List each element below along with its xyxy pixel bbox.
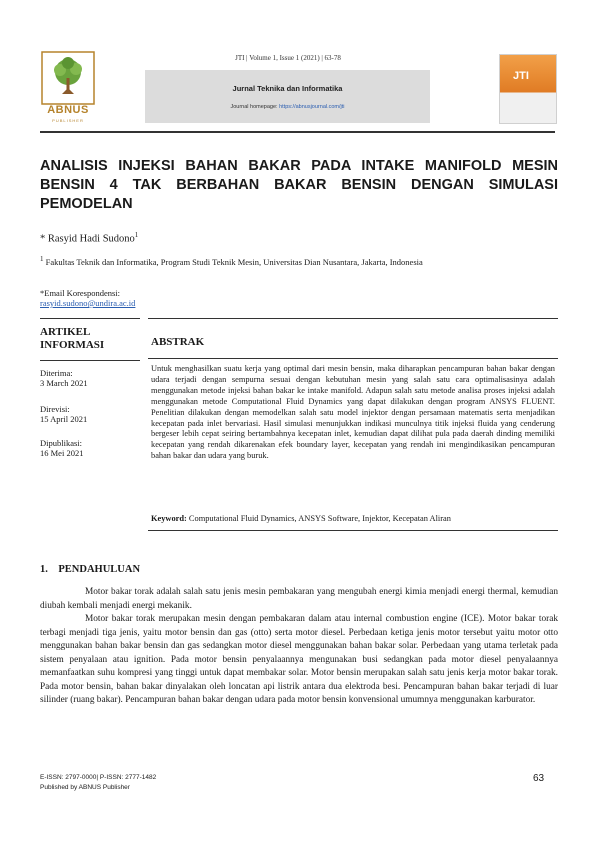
abstract-divider [148, 358, 558, 359]
page-number: 63 [533, 773, 545, 784]
email-link[interactable]: rasyid.sudono@undira.ac.id [40, 298, 136, 308]
info-divider [40, 360, 140, 361]
paragraph: Motor bakar torak adalah salah satu jenis mesin pembakaran yang mengubah energi kimia menjadi energi thermal, kemudian diubah kembali menjadi energi mekanik. [40, 587, 558, 611]
affiliation [40, 255, 423, 267]
keyword-label: Keyword: [151, 514, 187, 523]
author [40, 231, 138, 245]
published-date: 16 Mei 2021 [40, 448, 84, 458]
homepage-link[interactable]: https://abnusjournal.com/jti [279, 104, 345, 110]
info-heading-line1: ARTIKEL [40, 326, 91, 338]
logo-subtext: PUBLISHER [52, 118, 84, 123]
article-info-heading [40, 326, 140, 352]
header-divider [40, 131, 555, 133]
affiliation-text: Fakultas Teknik dan Informatika, Program Studi Teknik Mesin, Universitas Dian Nusantara, Jakarta, Indonesia [43, 256, 423, 267]
email-label: *Email Korespondensi: [40, 288, 121, 298]
journal-name: Jurnal Teknika dan Informatika [232, 84, 343, 93]
journal-cover-thumbnail [499, 54, 557, 124]
footer-issn: E-ISSN: 2797-0000| P-ISSN: 2777-1482 [40, 774, 157, 781]
keyword-list: Computational Fluid Dynamics, ANSYS Software, Injektor, Kecepatan Aliran [186, 514, 451, 523]
abstract-heading: ABSTRAK [151, 336, 205, 348]
author-name: * Rasyid Hadi Sudono [40, 233, 135, 245]
keywords [151, 514, 555, 523]
paragraph: Motor bakar torak merupakan mesin dengan pembakaran dalam atau internal combustion engine (ICE). Motor bakar torak terbagi menjadi tiga jenis, yaitu motor bensin dan gas (otto) serta motor diesel. Perbedaan ketiga jenis motor tersebut yaitu motor otto menggunakan bahan bakar bensin dan gas sedangkan motor diesel menggunakan bahan bakar solar. Perbedaan yang utama terletak pada sistem penyalaan atau ignition. Pada motor bensin penyalaannya mengunakan busi sedangkan pada motor diesel penyalaannya memanfaatkan suhu kompresi yang tinggi untuk dapat membakar solar. Motor bensin merupakan salah satu jenis kerja motor bakar torak. Pada motor bensin, bahan bakar dinyalakan oleh loncatan api listrik antara dua elektroda besi. Pencampuran bahan bakar terjadi di luar silinder (ruang bakar). Pencampuran bahan bakar dengan udara pada motor bensin konvensional umumnya menggunakan karburator. [40, 614, 558, 705]
affiliation-sup: 1 [40, 255, 44, 263]
section-title: 1. PENDAHULUAN [40, 564, 141, 575]
abstract-body: Untuk menghasilkan suatu kerja yang optimal dari mesin bensin, maka diharapkan pencampuran bahan bakar dengan udara terjadi dengan sempurna sesuai dengan kebutuhan mesin yang salah satu cara optimalisasinya adalah menggunakan metode injeksi bahan bakar ke intake manifold. Adapun salah satu metode analisa proses injeksi adalah menggunakan metode Computational Fluid Dynamics yang dapat dilakukan dengan program ANSYS FLUENT. Penelitian dilakukan dengan memodelkan salah satu model injektor dengan persamaan matematis serta menjadikan kecepatan pada inlet bervariasi. Hasil simulasi menunjukkan indikasi munculnya titik injeksi fluida yang cenderung bergeser lebih cepat seiring bertambahnya kecepatan inlet, kemudian dapat dilihat pula pada daerah dinding memiliki kecepatan yang rendah dikarenakan efek boundary layer, kecepatan yang rendah ini mengindikasikan pencampuran bahan bakar dan udara yang buruk. [151, 364, 555, 461]
revised-label: Direvisi: [40, 404, 70, 414]
info-heading-line2: INFORMASI [40, 339, 105, 351]
homepage-label: Journal homepage: [230, 104, 280, 110]
received-label: Diterima: [40, 368, 73, 378]
received-date: 3 March 2021 [40, 378, 88, 388]
issue-line: JTI | Volume 1, Issue 1 (2021) | 63-78 [235, 54, 341, 62]
cover-label: JTI [513, 70, 529, 82]
abstract-top-divider [148, 318, 558, 319]
introduction-body [40, 586, 558, 708]
journal-banner [145, 70, 430, 123]
revised-date: 15 April 2021 [40, 414, 88, 424]
footer-publisher: Published by ABNUS Publisher [40, 784, 130, 791]
tree-logo-icon [40, 50, 96, 106]
published-label: Dipublikasi: [40, 438, 83, 448]
abstract-bottom-divider [148, 530, 558, 531]
journal-homepage [145, 104, 430, 110]
info-top-divider [40, 318, 140, 319]
logo-text: ABNUS [47, 104, 89, 116]
author-sup: 1 [134, 231, 139, 239]
article-title: ANALISIS INJEKSI BAHAN BAKAR PADA INTAKE MANIFOLD MESIN BENSIN 4 TAK BERBAHAN BAKAR BENSIN DENGAN SIMULASI PEMODELAN [40, 158, 558, 212]
